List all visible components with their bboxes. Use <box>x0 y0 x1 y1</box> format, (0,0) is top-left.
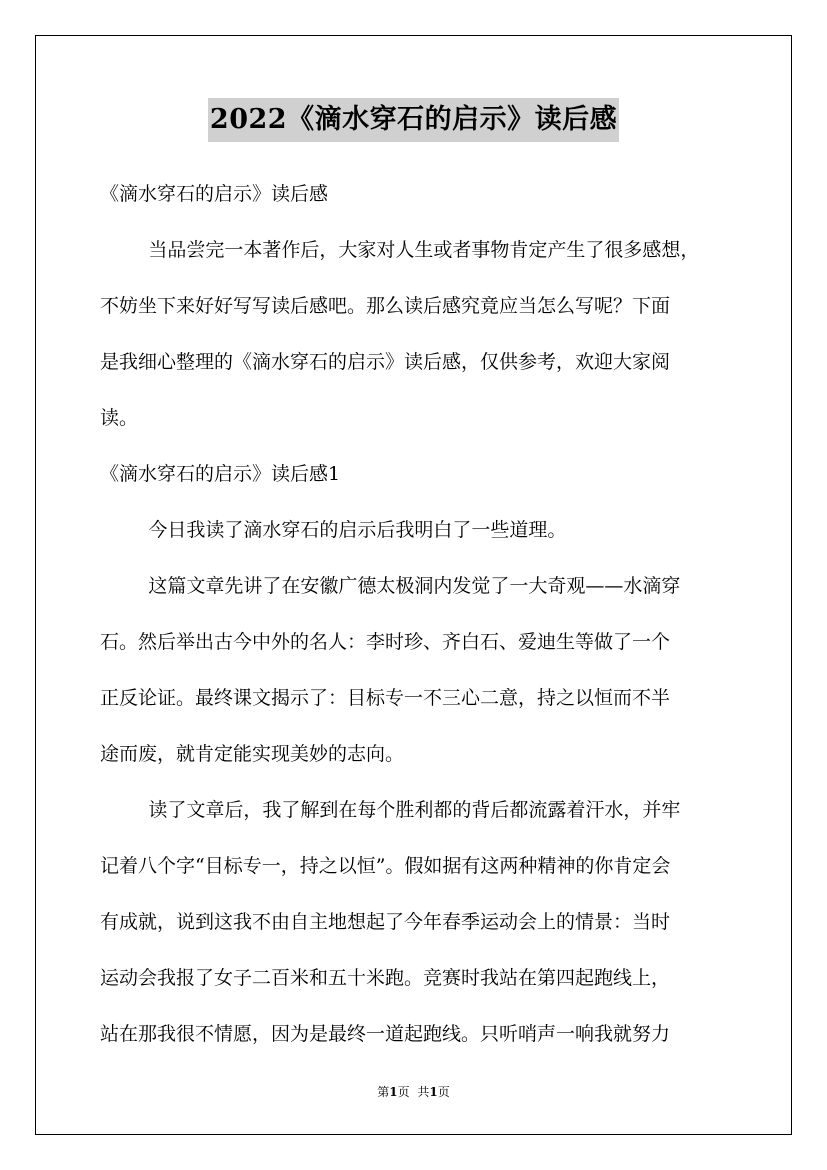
page-footer <box>0 1083 827 1101</box>
subheading-line: 《滴水穿石的启示》读后感1 <box>100 463 341 485</box>
total-number: 1 <box>429 1085 438 1099</box>
paragraph-line: 正反论证。最终课文揭示了：目标专一不三心二意，持之以恒而不半 <box>100 687 671 709</box>
paragraph-line: 途而废，就肯定能实现美妙的志向。 <box>100 743 405 765</box>
paragraph-line: 读了文章后，我了解到在每个胜利都的背后都流露着汗水，并牢 <box>100 799 681 821</box>
title-container <box>0 98 827 142</box>
page-prefix: 第 <box>377 1085 390 1099</box>
paragraph-line: 这篇文章先讲了在安徽广德太极洞内发觉了一大奇观——水滴穿 <box>100 575 681 597</box>
paragraph-line: 今日我读了滴水穿石的启示后我明白了一些道理。 <box>100 519 567 541</box>
paragraph-line: 记着八个字“目标专一，持之以恒”。假如据有这两种精神的你肯定会 <box>100 855 671 877</box>
total-suffix: 页 <box>437 1085 450 1099</box>
subheading-line: 《滴水穿石的启示》读后感 <box>100 183 329 205</box>
paragraph-line: 当品尝完一本著作后，大家对人生或者事物肯定产生了很多感想， <box>100 239 700 261</box>
document-body <box>100 166 728 1062</box>
paragraph-line: 有成就，说到这我不由自主地想起了今年春季运动会上的情景：当时 <box>100 911 671 933</box>
page-number: 1 <box>389 1085 398 1099</box>
paragraph-line: 不妨坐下来好好写写读后感吧。那么读后感究竟应当怎么写呢？下面 <box>100 295 671 317</box>
paragraph-line: 站在那我很不情愿，因为是最终一道起跑线。只听哨声一响我就努力 <box>100 1023 671 1045</box>
total-prefix: 共 <box>417 1085 430 1099</box>
paragraph-line: 运动会我报了女子二百米和五十米跑。竞赛时我站在第四起跑线上， <box>100 967 671 989</box>
paragraph-line: 读。 <box>100 407 139 429</box>
paragraph-line: 石。然后举出古今中外的名人：李时珍、齐白石、爱迪生等做了一个 <box>100 631 671 653</box>
page-suffix: 页 <box>397 1085 410 1099</box>
document-title: 2022《滴水穿石的启示》读后感 <box>208 98 619 142</box>
paragraph-line: 是我细心整理的《滴水穿石的启示》读后感，仅供参考，欢迎大家阅 <box>100 351 671 373</box>
